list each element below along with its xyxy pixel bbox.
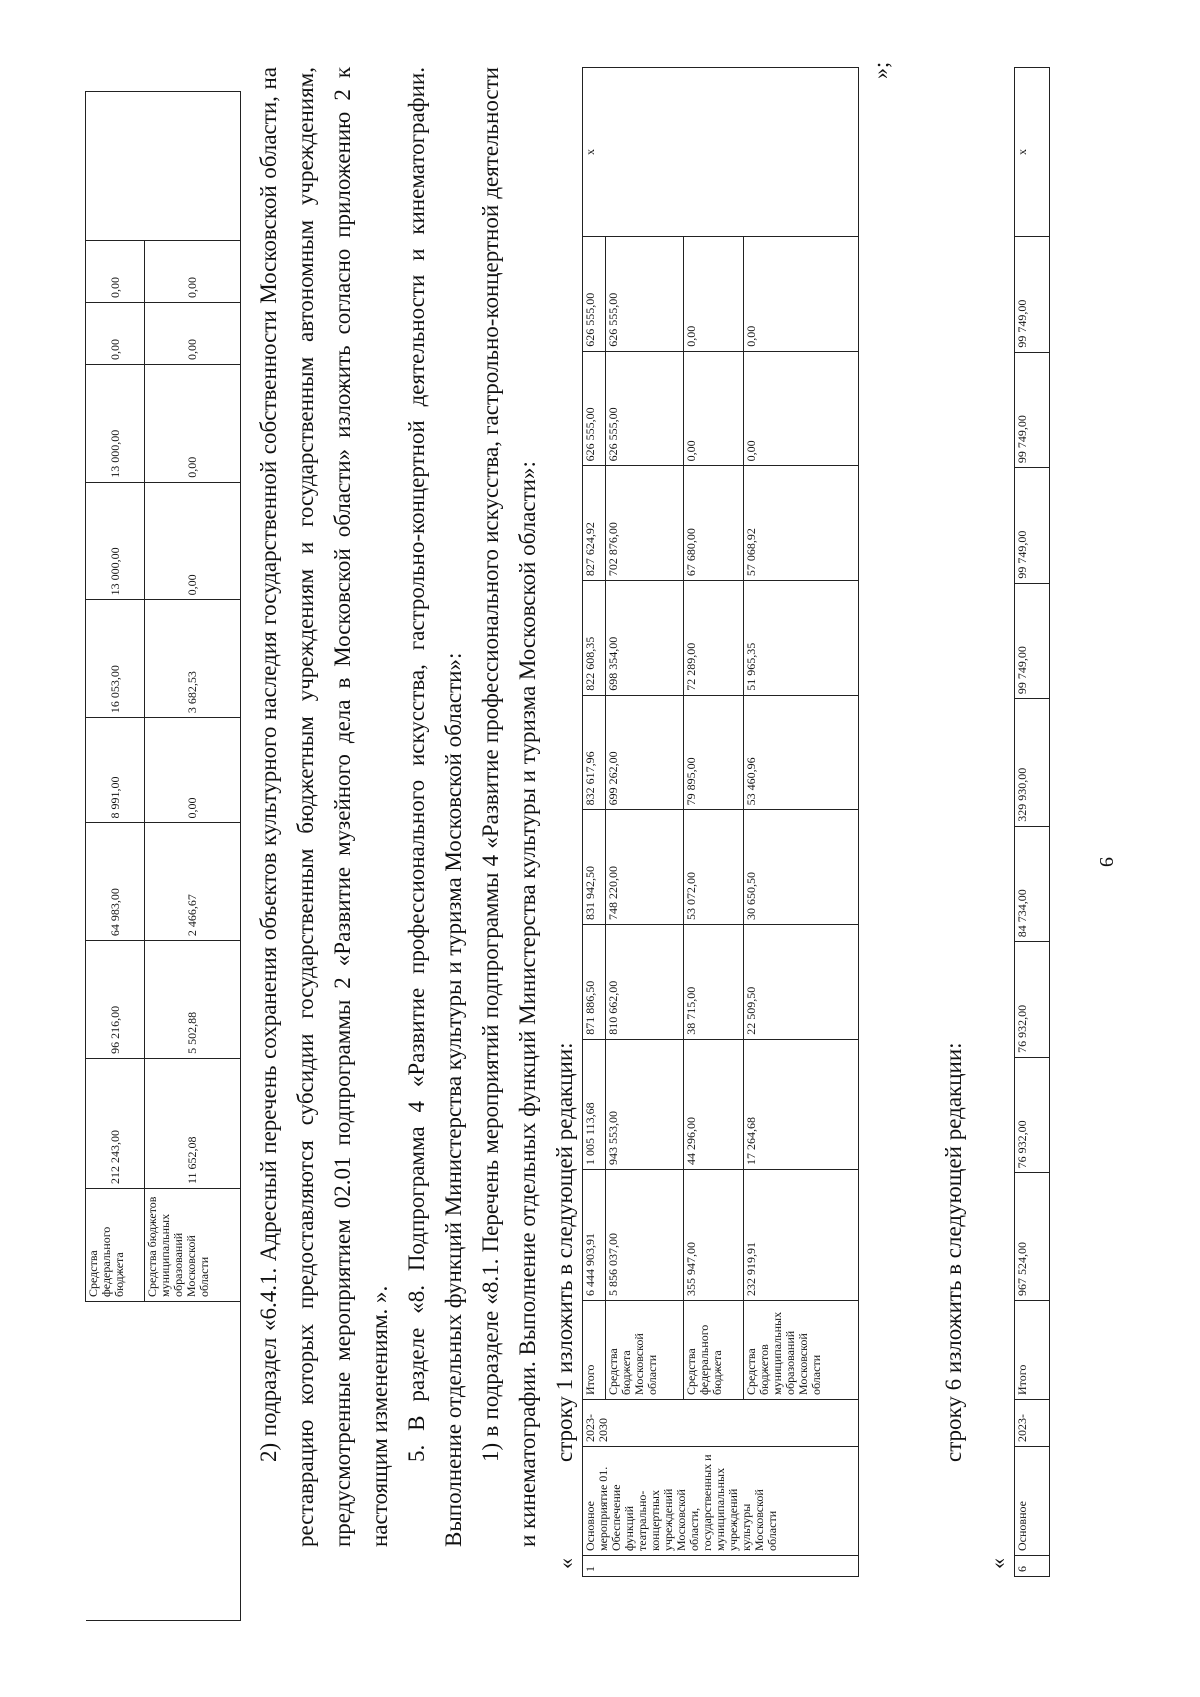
table-cell: 99 749,00	[1015, 352, 1050, 468]
period: 2023-	[1015, 1400, 1050, 1447]
table-cell: 3 682,53	[145, 600, 241, 718]
table-cell: 5 502,88	[145, 941, 241, 1059]
funding-source: Средства бюджетов муниципальных образований Московской области	[743, 1301, 858, 1400]
table-cell: 57 068,92	[743, 466, 858, 581]
table-cell: 53 460,96	[743, 695, 858, 810]
quote-open-2: «	[985, 1558, 1010, 1569]
table-row	[145, 92, 241, 1621]
table-cell: 0,00	[145, 718, 241, 823]
table-row	[605, 68, 683, 1577]
table-cell: 827 624,92	[583, 466, 606, 581]
row6-table	[1014, 67, 1050, 1577]
table-cell: 1 005 113,68	[583, 1039, 606, 1169]
table-cell: 30 650,50	[743, 810, 858, 925]
table-cell: 831 942,50	[583, 810, 606, 925]
table-cell: 699 262,00	[605, 695, 683, 810]
quote-open: «	[553, 1558, 578, 1569]
table-cell: 0,00	[743, 237, 858, 352]
row-number: 6	[1015, 1556, 1050, 1577]
table-cell: 64 983,00	[86, 823, 145, 941]
table-row	[683, 68, 743, 1577]
table-cell: 0,00	[145, 241, 241, 303]
funding-source: Средства федерального бюджета	[683, 1301, 743, 1400]
funding-source: Итого	[1015, 1301, 1050, 1400]
event-name: Основное	[1015, 1447, 1050, 1556]
table-cell: 99 749,00	[1015, 583, 1050, 699]
funding-source: Итого	[583, 1301, 606, 1400]
table-cell: 67 680,00	[683, 466, 743, 581]
table-cell: 5 856 037,00	[605, 1169, 683, 1300]
table-cell: 13 000,00	[86, 482, 145, 600]
top-table	[85, 91, 241, 1621]
table-cell: 626 555,00	[605, 351, 683, 466]
x-mark: x	[1015, 68, 1050, 237]
table-cell: 943 553,00	[605, 1039, 683, 1169]
table-row	[583, 68, 606, 1577]
table-cell: 0,00	[145, 303, 241, 365]
table-row	[1015, 68, 1050, 1577]
table-cell: 626 555,00	[605, 237, 683, 352]
row1-table	[582, 67, 859, 1577]
table-cell: 2 466,67	[145, 823, 241, 941]
row6-intro: строку 6 изложить в следующей редакции:	[941, 1042, 966, 1462]
table-cell: 17 264,68	[743, 1039, 858, 1169]
table-cell: 212 243,00	[86, 1058, 145, 1188]
table-cell: 355 947,00	[683, 1169, 743, 1300]
table-cell: 810 662,00	[605, 925, 683, 1040]
table-cell: 8 991,00	[86, 718, 145, 823]
table-cell: 99 749,00	[1015, 237, 1050, 353]
table-cell: 72 289,00	[683, 581, 743, 696]
table-cell: 13 000,00	[86, 364, 145, 482]
table-cell: 702 876,00	[605, 466, 683, 581]
page-number: 9	[1095, 857, 1117, 867]
table-cell: 832 617,96	[583, 695, 606, 810]
table-cell: 0,00	[743, 351, 858, 466]
paragraph-5: 5. В разделе «8. Подпрограмма 4 «Развитие профессионального искусства, гастрольно-концертной деятельности и кинематографии. Выполнение отдельных функций Министерства культуры и туризма Московской области»:	[404, 67, 466, 1547]
table-row	[86, 92, 145, 1621]
table-cell: 76 932,00	[1015, 942, 1050, 1058]
table-cell: 22 509,50	[743, 925, 858, 1040]
funding-source: Средства бюджета Московской области	[605, 1301, 683, 1400]
table-cell: 329 930,00	[1015, 699, 1050, 827]
table-row	[743, 68, 858, 1577]
table-cell: 53 072,00	[683, 810, 743, 925]
body-text	[250, 67, 583, 1547]
table-cell: 626 555,00	[583, 237, 606, 352]
table-cell: 0,00	[683, 351, 743, 466]
table-cell: 84 734,00	[1015, 826, 1050, 942]
period: 2023-2030	[583, 1400, 859, 1447]
table-cell: 967 524,00	[1015, 1173, 1050, 1301]
table-cell: 0,00	[683, 237, 743, 352]
table-cell: 822 608,35	[583, 581, 606, 696]
table-cell: 0,00	[145, 482, 241, 600]
row1-intro: строку 1 изложить в следующей редакции:	[552, 1042, 577, 1462]
table-cell: 44 296,00	[683, 1039, 743, 1169]
table-cell: 698 354,00	[605, 581, 683, 696]
table-cell: 748 220,00	[605, 810, 683, 925]
paragraph-2: 2) подраздел «6.4.1. Адресный перечень сохранения объектов культурного наследия государственной собственности Московской области, на реставрацию которых предоставляются субсидии государственным бюджетным учреждениям и государственным автономным учреждениям, предусмотренные мероприятием 02.01 подпрограммы 2 «Развитие музейного дела в Московской области» изложить согласно приложению 2 к настоящим изменениям. ».	[256, 67, 392, 1547]
row-label: Средства бюджетов муниципальных образований Московской области	[145, 1189, 241, 1302]
paragraph-1: 1) в подразделе «8.1. Перечень мероприятий подпрограммы 4 «Развитие профессионального искусства, гастрольно-концертной деятельности и кинематографии. Выполнение отдельных функций Министерства культуры и туризма Московской области»:	[478, 67, 540, 1547]
closing-quote: ».	[367, 1285, 392, 1303]
table-cell: 99 749,00	[1015, 468, 1050, 584]
table-cell: 626 555,00	[583, 351, 606, 466]
table-cell: 11 652,08	[145, 1058, 241, 1188]
table-cell: 6 444 903,91	[583, 1169, 606, 1300]
table-cell: 38 715,00	[683, 925, 743, 1040]
table-cell: 0,00	[145, 364, 241, 482]
table-cell: 79 895,00	[683, 695, 743, 810]
table-cell: 16 053,00	[86, 600, 145, 718]
table-cell: 51 965,35	[743, 581, 858, 696]
table-cell: 871 886,50	[583, 925, 606, 1040]
table-cell: 96 216,00	[86, 941, 145, 1059]
table-cell: 76 932,00	[1015, 1057, 1050, 1173]
event-name: Основное мероприятие 01. Обеспечение функций театрально-концертных учреждений Московской области, государственных и муниципальных учреждений культуры Московской области	[583, 1447, 859, 1556]
row-number: 1	[583, 1556, 859, 1577]
table-cell: 232 919,91	[743, 1169, 858, 1300]
table-cell: 0,00	[86, 241, 145, 303]
x-mark: x	[583, 68, 859, 237]
row-label: Средства федерального бюджета	[86, 1189, 145, 1302]
row1-close-quote: »;	[868, 61, 893, 79]
table-cell: 0,00	[86, 303, 145, 365]
